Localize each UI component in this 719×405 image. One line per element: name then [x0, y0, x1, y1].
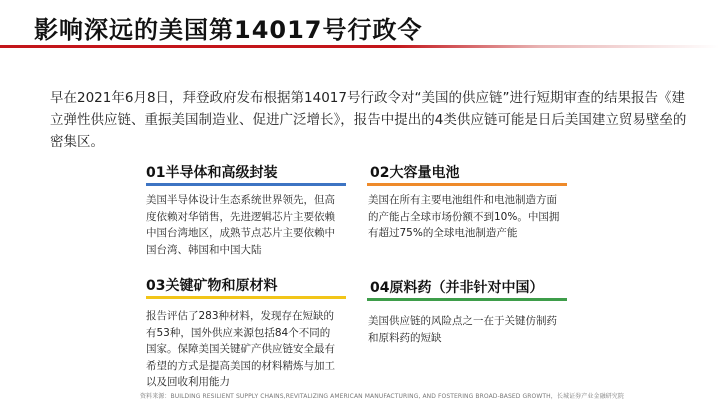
- card-bar-semiconductor: [146, 183, 346, 186]
- card-body-battery: 美国在所有主要电池组件和电池制造方面的产能占全球市场份额不到10%。中国拥有超过75%的全球电池制造产能: [368, 194, 560, 239]
- card-title-pharma: 04原料药（并非针对中国）: [370, 280, 544, 296]
- card-body-minerals: 报告评估了283种材料，发现存在短缺的有53种，国外供应来源包括84个不同的国家。保障美国关键矿产供应链安全最有希望的方式是提高美国的材料精炼与加工以及回收利用能力: [146, 310, 335, 388]
- card-bar-pharma: [367, 298, 567, 301]
- card-bar-minerals: [146, 296, 346, 299]
- intro-paragraph: 早在2021年6月8日，拜登政府发布根据第14017号行政令对“美国的供应链”进行短期审查的结果报告《建立弹性供应链、重振美国制造业、促进广泛增长》，报告中提出的4类供应链可能是日后美国建立贸易壁垒的密集区。: [50, 90, 687, 150]
- card-bar-battery: [367, 183, 567, 186]
- card-title-semiconductor: 01半导体和高级封装: [146, 165, 278, 181]
- page-title: 影响深远的美国第14017号行政令: [34, 16, 423, 44]
- card-body-pharma: 美国供应链的风险点之一在于关键仿制药和原料药的短缺: [368, 315, 557, 344]
- card-title-battery: 02大容量电池: [370, 165, 460, 181]
- card-body-semiconductor: 美国半导体设计生态系统世界领先，但高度依赖对华销售，先进逻辑芯片主要依赖中国台湾地区，成熟节点芯片主要依赖中国台湾、韩国和中国大陆: [146, 194, 335, 256]
- title-underline: [0, 45, 719, 48]
- card-title-minerals: 03关键矿物和原材料: [146, 278, 278, 294]
- source-footnote: 资料来源：BUILDING RESILIENT SUPPLY CHAINS,REVITALIZING AMERICAN MANUFACTURING, AND FOSTERING BROAD-BASED GROWTH，长城证券产业金融研究院: [140, 393, 624, 400]
